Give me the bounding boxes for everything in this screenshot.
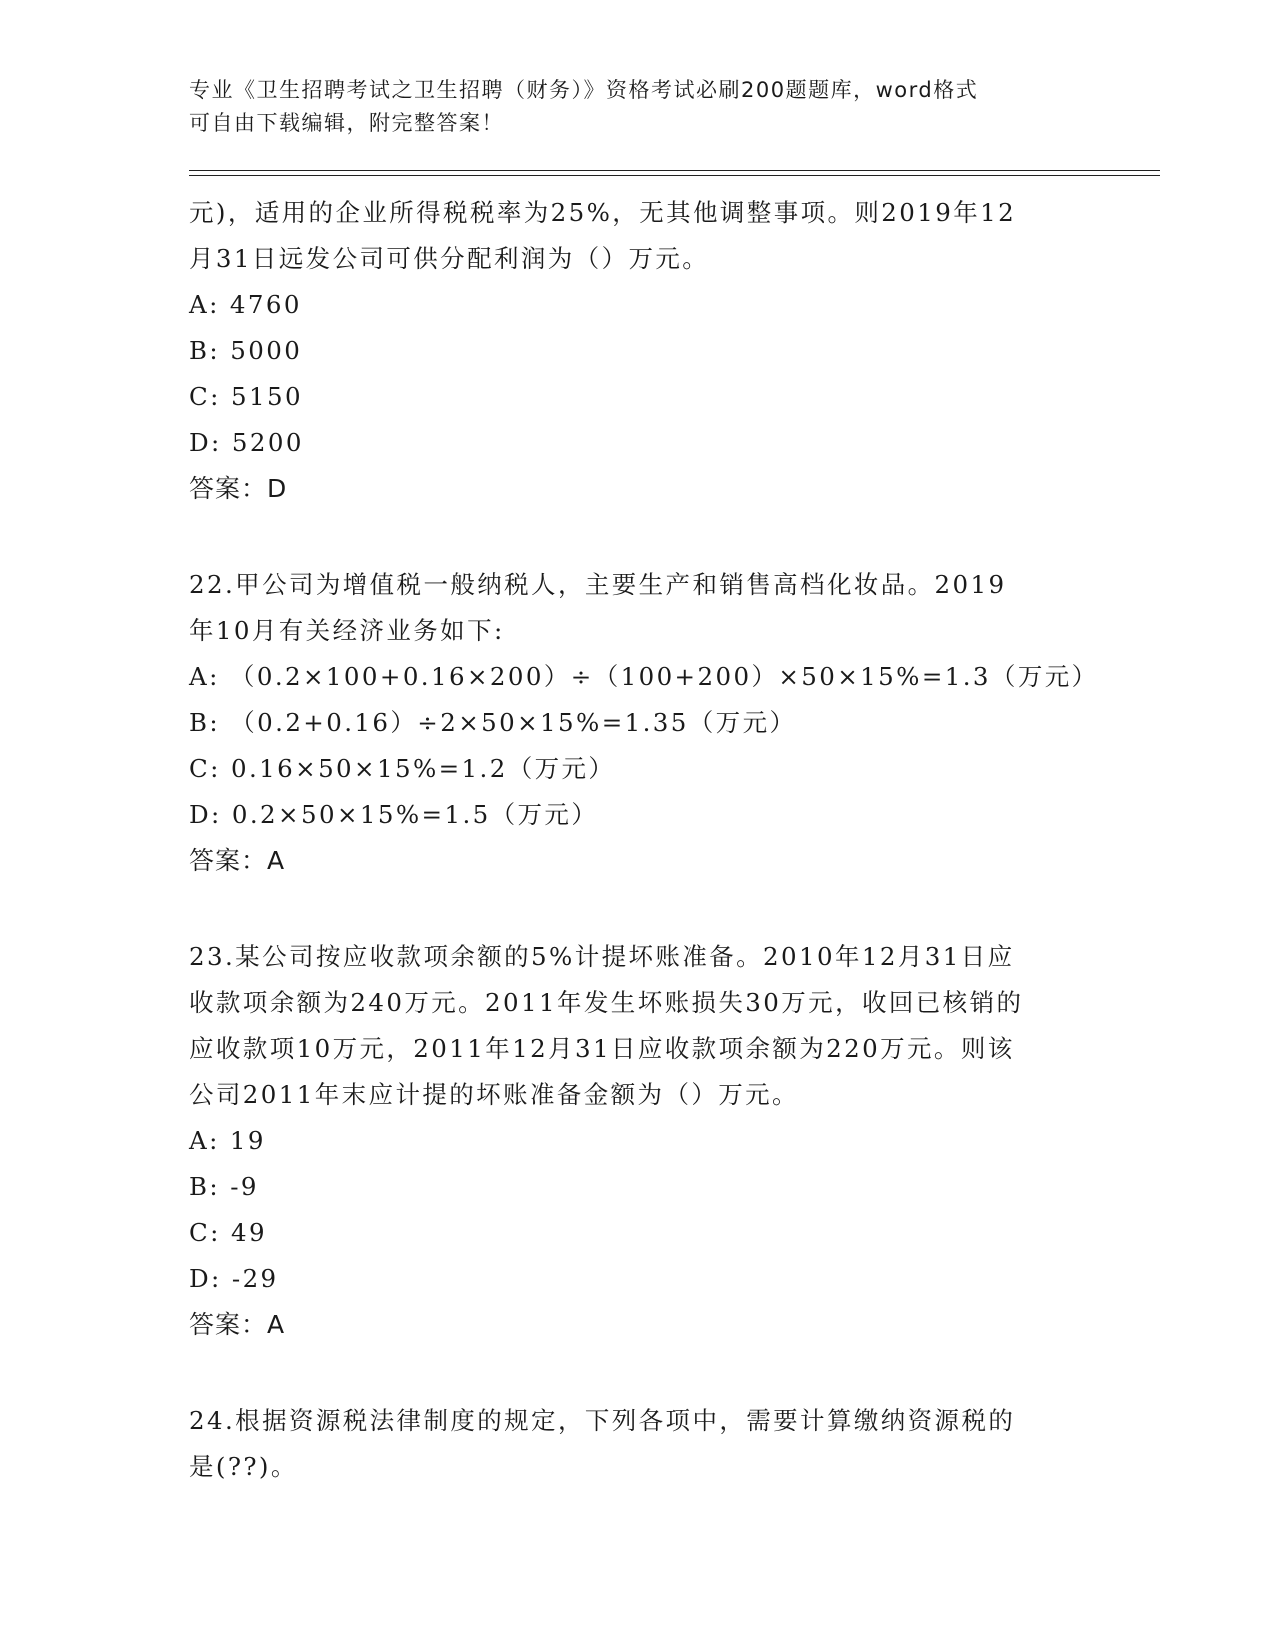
header-rule-bottom (189, 175, 1160, 176)
document-header (189, 74, 1089, 140)
question-stem-line: 23.某公司按应收款项余额的5%计提坏账准备。2010年12月31日应 (189, 942, 1015, 971)
option-c: C: 49 (189, 1218, 267, 1247)
document-body (189, 190, 1099, 1490)
option-a: A: 4760 (189, 290, 302, 319)
answer-line: 答案：D (189, 474, 288, 503)
header-title-line-1: 专业《卫生招聘考试之卫生招聘（财务）》资格考试必刷200题题库，word格式 (189, 78, 979, 102)
question-spacer (189, 884, 1099, 934)
option-c: C: 0.16×50×15%=1.2（万元） (189, 754, 616, 783)
option-b: B: （0.2+0.16）÷2×50×15%=1.35（万元） (189, 708, 797, 737)
question-21 (189, 190, 1099, 512)
option-c: C: 5150 (189, 382, 303, 411)
header-rule-top (189, 170, 1160, 171)
question-stem-line: 公司2011年末应计提的坏账准备金额为（）万元。 (189, 1080, 799, 1109)
question-stem-line: 是(??)。 (189, 1452, 298, 1481)
question-stem-line: 22.甲公司为增值税一般纳税人，主要生产和销售高档化妆品。2019 (189, 570, 1007, 599)
option-b: B: -9 (189, 1172, 259, 1201)
header-title-line-2: 可自由下载编辑，附完整答案！ (189, 111, 504, 135)
answer-line: 答案：A (189, 1310, 286, 1339)
question-stem-line: 月31日远发公司可供分配利润为（）万元。 (189, 244, 710, 273)
question-stem-line: 元)，适用的企业所得税税率为25%，无其他调整事项。则2019年12 (189, 198, 1017, 227)
question-22 (189, 562, 1099, 884)
option-a: A: 19 (189, 1126, 266, 1155)
answer-line: 答案：A (189, 846, 286, 875)
question-stem-line: 应收款项10万元，2011年12月31日应收款项余额为220万元。则该 (189, 1034, 1015, 1063)
question-spacer (189, 512, 1099, 562)
option-b: B: 5000 (189, 336, 303, 365)
question-stem-line: 收款项余额为240万元。2011年发生坏账损失30万元，收回已核销的 (189, 988, 1024, 1017)
question-spacer (189, 1348, 1099, 1398)
option-d: D: 0.2×50×15%=1.5（万元） (189, 800, 599, 829)
question-23 (189, 934, 1099, 1348)
question-stem-line: 24.根据资源税法律制度的规定，下列各项中，需要计算缴纳资源税的 (189, 1406, 1016, 1435)
option-d: D: 5200 (189, 428, 304, 457)
option-a: A: （0.2×100+0.16×200）÷（100+200）×50×15%=1.3（万元） (189, 662, 1099, 691)
option-d: D: -29 (189, 1264, 279, 1293)
question-24 (189, 1398, 1099, 1490)
question-stem-line: 年10月有关经济业务如下: (189, 616, 505, 645)
